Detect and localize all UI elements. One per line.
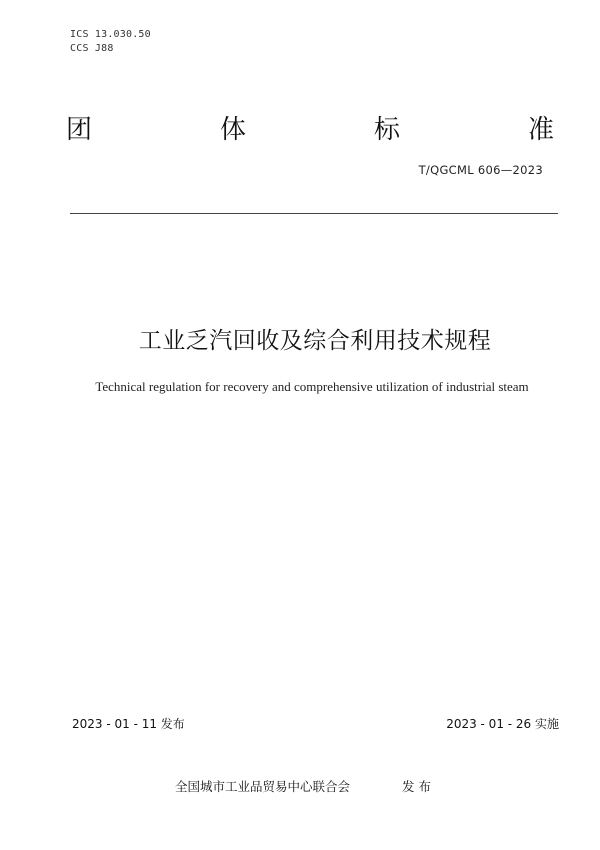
standard-type-char: 团 <box>66 115 93 145</box>
document-title-en: Technical regulation for recovery and comprehensive utilization of industrial steam <box>95 379 529 394</box>
standard-type-char: 准 <box>527 115 554 145</box>
standard-type-heading <box>66 112 554 148</box>
standard-number: T/QGCML 606—2023 <box>418 163 543 177</box>
publisher-name: 全国城市工业品贸易中心联合会 <box>175 779 351 794</box>
implementation-date: 2023 - 01 - 26 实施 <box>446 717 559 731</box>
release-date: 2023 - 01 - 11 发布 <box>72 717 185 731</box>
standard-type-char: 标 <box>373 115 400 145</box>
standard-type-char: 体 <box>219 115 246 145</box>
header-divider <box>70 213 558 214</box>
ics-code: ICS 13.030.50 <box>70 29 151 40</box>
ccs-code: CCS J88 <box>70 43 114 54</box>
classification-codes <box>70 28 151 56</box>
document-title-zh: 工业乏汽回收及综合利用技术规程 <box>138 328 492 354</box>
publish-label: 发 布 <box>402 779 431 794</box>
